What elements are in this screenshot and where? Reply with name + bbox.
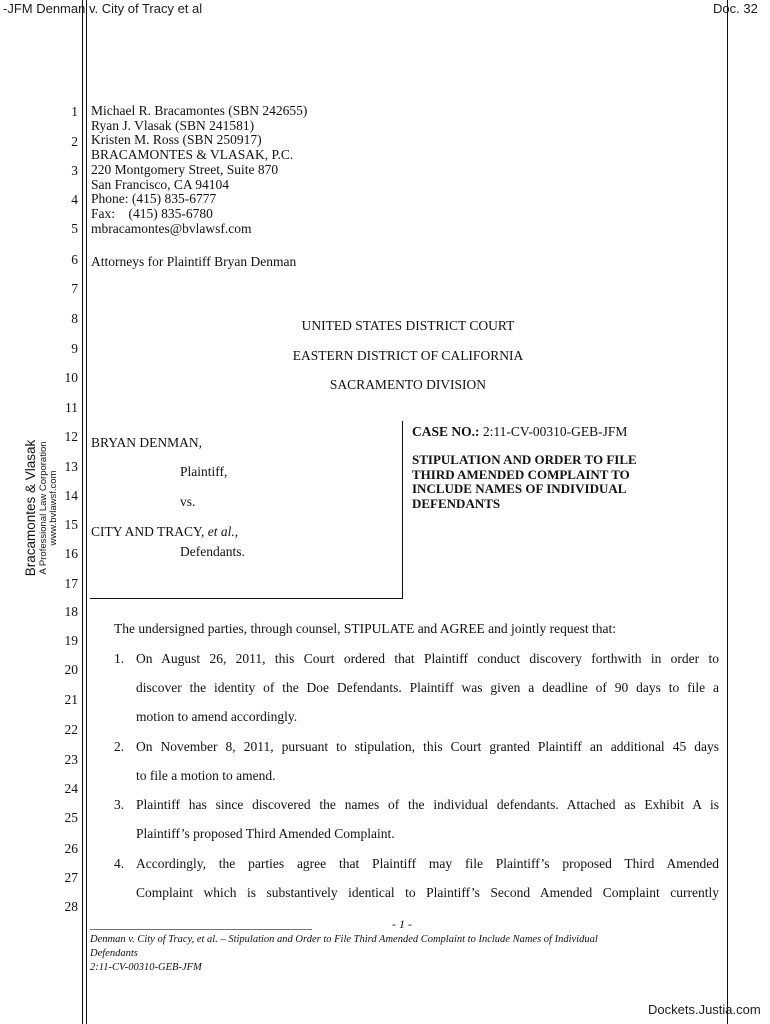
line-number: 10 — [64, 370, 78, 385]
item-number: 3. — [114, 797, 125, 812]
versus: vs. — [180, 494, 196, 509]
case-number: 2:11-CV-00310-GEB-JFM — [482, 424, 628, 439]
counsel-line: Kristen M. Ross (SBN 250917) — [91, 132, 262, 148]
line-number: 13 — [64, 459, 78, 474]
header-case-ref: -JFM Denman v. City of Tracy et al — [3, 1, 203, 16]
line-number: 19 — [64, 633, 78, 648]
item-text-line: On August 26, 2011, this Court ordered that Plaintiff conduct discovery forthwith in order to — [136, 651, 719, 666]
line-number: 7 — [71, 281, 78, 296]
title-line: STIPULATION AND ORDER TO FILE — [412, 452, 637, 467]
court-district: EASTERN DISTRICT OF CALIFORNIA — [292, 348, 524, 363]
line-number: 4 — [71, 192, 78, 207]
right-margin-rule — [727, 0, 728, 1024]
line-number: 3 — [71, 163, 78, 178]
item-text-line: Plaintiff’s proposed Third Amended Complaint. — [136, 826, 395, 841]
line-number: 20 — [64, 662, 78, 677]
line-number: 27 — [64, 870, 78, 885]
footer-rule: _____________________________________ — [90, 917, 312, 931]
item-text-line: On November 8, 2011, pursuant to stipulation, this Court granted Plaintiff an additional 45 days — [136, 739, 719, 754]
side-firm-name: Bracamontes & Vlasak — [23, 439, 38, 577]
line-number: 2 — [71, 134, 78, 149]
dockets-justia-watermark[interactable]: Dockets.Justia.com — [648, 1002, 761, 1017]
item-number: 2. — [114, 739, 125, 754]
line-number: 26 — [64, 841, 78, 856]
counsel-block — [91, 104, 307, 236]
footer-caption-line: Denman v. City of Tracy, et al. – Stipulation and Order to File Third Amended Complaint to Include Names of Individual — [90, 934, 598, 945]
item-text-line: Accordingly, the parties agree that Plaintiff may file Plaintiff’s proposed Third Amended — [136, 856, 719, 871]
intro-paragraph: The undersigned parties, through counsel, STIPULATE and AGREE and jointly request that: — [114, 621, 617, 636]
footer-caption-line: Defendants — [90, 948, 138, 959]
counsel-line: 220 Montgomery Street, Suite 870 — [91, 161, 279, 177]
line-number: 22 — [64, 722, 78, 737]
side-firm-web: www.bvlawsf.com — [48, 470, 60, 546]
item-text-line: Plaintiff has since discovered the names of the individual defendants. Attached as Exhibit A is — [136, 797, 719, 812]
counsel-email: mbracamontes@bvlawsf.com — [91, 220, 252, 236]
line-number: 17 — [64, 576, 78, 591]
line-number: 28 — [64, 899, 78, 914]
attorneys-for: Attorneys for Plaintiff Bryan Denman — [91, 254, 297, 269]
defendant-role: Defendants. — [180, 544, 245, 559]
line-number: 24 — [64, 781, 78, 796]
footer-caption — [90, 933, 720, 975]
line-number: 21 — [64, 692, 78, 707]
title-line: THIRD AMENDED COMPLAINT TO — [412, 466, 630, 482]
item-text-line: Complaint which is substantively identical to Plaintiff’s Second Amended Complaint currently — [136, 885, 719, 900]
plaintiff-name: BRYAN DENMAN, — [91, 435, 203, 450]
line-number: 8 — [71, 311, 78, 326]
line-number: 15 — [64, 517, 78, 532]
line-number: 9 — [71, 341, 78, 356]
defendant-name: CITY AND TRACY, — [91, 524, 205, 539]
line-number: 1 — [71, 104, 78, 119]
left-margin-rule-1 — [82, 0, 83, 1024]
side-firm-stamp — [24, 424, 64, 592]
item-number: 1. — [114, 651, 125, 666]
left-margin-rule-2 — [86, 0, 87, 1024]
line-number: 25 — [64, 810, 78, 825]
title-line: DEFENDANTS — [412, 496, 501, 512]
line-number: 16 — [64, 546, 78, 561]
counsel-line: BRACAMONTES & VLASAK, P.C. — [91, 147, 294, 163]
item-text-line: discover the identity of the Doe Defendants. Plaintiff was given a deadline of 90 days to file a — [136, 680, 719, 695]
case-number-line — [412, 424, 627, 440]
case-number-label: CASE NO.: — [412, 424, 480, 439]
footer-caption-line: 2:11-CV-00310-GEB-JFM — [90, 962, 202, 973]
plaintiff-role: Plaintiff, — [180, 464, 228, 479]
item-text-line: motion to amend accordingly. — [136, 709, 298, 724]
title-line: INCLUDE NAMES OF INDIVIDUAL — [412, 481, 627, 497]
line-number: 11 — [65, 400, 78, 415]
side-firm-corp: A Professional Law Corporation — [37, 441, 49, 575]
counsel-line: Ryan J. Vlasak (SBN 241581) — [91, 117, 255, 133]
line-number: 6 — [71, 252, 78, 267]
line-number: 5 — [71, 221, 78, 236]
counsel-line: Fax: (415) 835-6780 — [91, 205, 213, 221]
line-number: 14 — [64, 488, 78, 503]
line-number: 23 — [64, 752, 78, 767]
document-title — [412, 453, 637, 512]
et-al: et al. — [207, 524, 235, 539]
court-name: UNITED STATES DISTRICT COURT — [301, 318, 515, 333]
counsel-line: San Francisco, CA 94104 — [91, 176, 229, 192]
line-number: 18 — [64, 604, 78, 619]
header-doc-number: Doc. 32 — [713, 1, 758, 16]
item-text-line: to file a motion to amend. — [136, 768, 276, 783]
court-division: SACRAMENTO DIVISION — [329, 377, 487, 392]
page-number: - 1 - — [392, 917, 412, 931]
counsel-line: Phone: (415) 835-6777 — [91, 191, 217, 207]
line-number: 12 — [64, 429, 78, 444]
item-number: 4. — [114, 856, 125, 871]
counsel-line: Michael R. Bracamontes (SBN 242655) — [91, 103, 308, 118]
defendant-name-line: CITY AND TRACY, et al., — [91, 524, 239, 539]
